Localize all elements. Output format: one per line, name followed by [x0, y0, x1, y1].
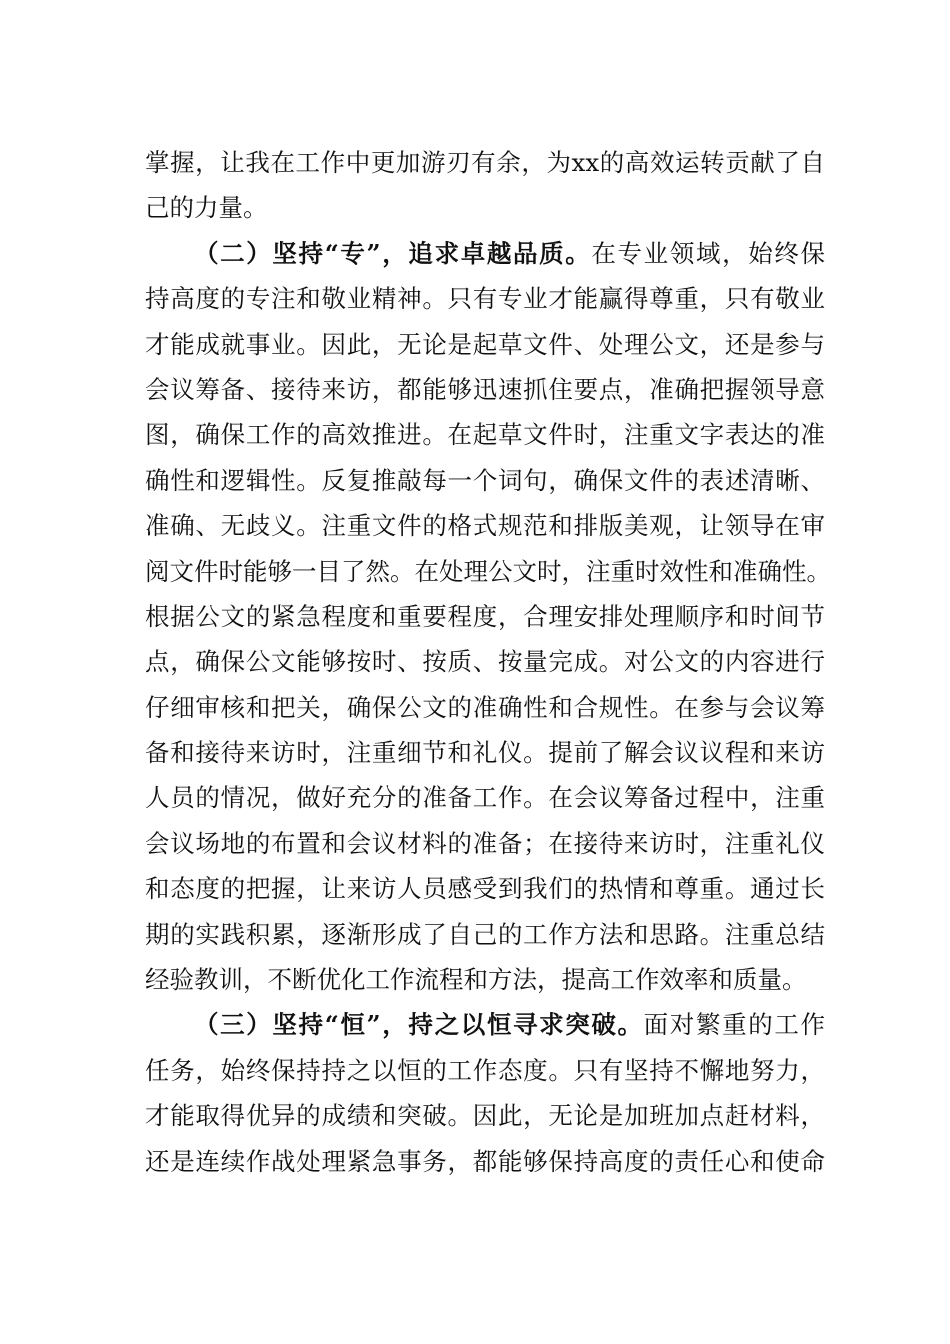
body-line: 会议筹备、接待来访，都能够迅速抓住要点，准确把握领导意	[145, 374, 825, 404]
body-line: 掌握，让我在工作中更加游刃有余，为xx的高效运转贡献了自	[145, 148, 825, 177]
body-line: 根据公文的紧急程度和重要程度，合理安排处理顺序和时间节	[145, 601, 825, 631]
body-text: 在专业领域，始终保	[591, 238, 826, 268]
body-line: 还是连续作战处理紧急事务，都能够保持高度的责任心和使命	[145, 1146, 825, 1176]
body-line: 准确、无歧义。注重文件的格式规范和排版美观，让领导在审	[145, 511, 825, 541]
body-line: 人员的情况，做好充分的准备工作。在会议筹备过程中，注重	[145, 783, 825, 813]
body-line: 备和接待来访时，注重细节和礼仪。提前了解会议议程和来访	[145, 738, 825, 768]
body-line: 和态度的把握，让来访人员感受到我们的热情和尊重。通过长	[145, 874, 825, 904]
body-line: 才能取得优异的成绩和突破。因此，无论是加班加点赶材料，	[145, 1101, 825, 1131]
section-heading: （三）坚持“恒”，持之以恒寻求突破。	[194, 1010, 644, 1040]
section-heading: （二）坚持“专”，追求卓越品质。	[194, 238, 592, 268]
body-line: 任务，始终保持持之以恒的工作态度。只有坚持不懈地努力，	[145, 1055, 825, 1085]
body-line: 才能成就事业。因此，无论是起草文件、处理公文，还是参与	[145, 329, 825, 359]
body-line: 点，确保公文能够按时、按质、按量完成。对公文的内容进行	[145, 647, 825, 677]
body-line: 己的力量。	[145, 193, 268, 223]
body-line: 阅文件时能够一目了然。在处理公文时，注重时效性和准确性。	[145, 556, 831, 586]
body-line: 期的实践积累，逐渐形成了自己的工作方法和思路。注重总结	[145, 919, 825, 949]
body-line: 仔细审核和把关，确保公文的准确性和合规性。在参与会议筹	[145, 692, 825, 722]
document-body	[145, 140, 831, 1184]
section-first-line	[145, 1002, 825, 1047]
body-line: 持高度的专注和敬业精神。只有专业才能赢得尊重，只有敬业	[145, 284, 825, 314]
body-line: 确性和逻辑性。反复推敲每一个词句，确保文件的表述清晰、	[145, 465, 825, 495]
section-first-line	[145, 231, 825, 276]
body-text: 面对繁重的工作	[643, 1010, 825, 1040]
body-line: 会议场地的布置和会议材料的准备；在接待来访时，注重礼仪	[145, 828, 825, 858]
body-line: 图，确保工作的高效推进。在起草文件时，注重文字表达的准	[145, 420, 825, 450]
body-line: 经验教训，不断优化工作流程和方法，提高工作效率和质量。	[145, 965, 807, 995]
